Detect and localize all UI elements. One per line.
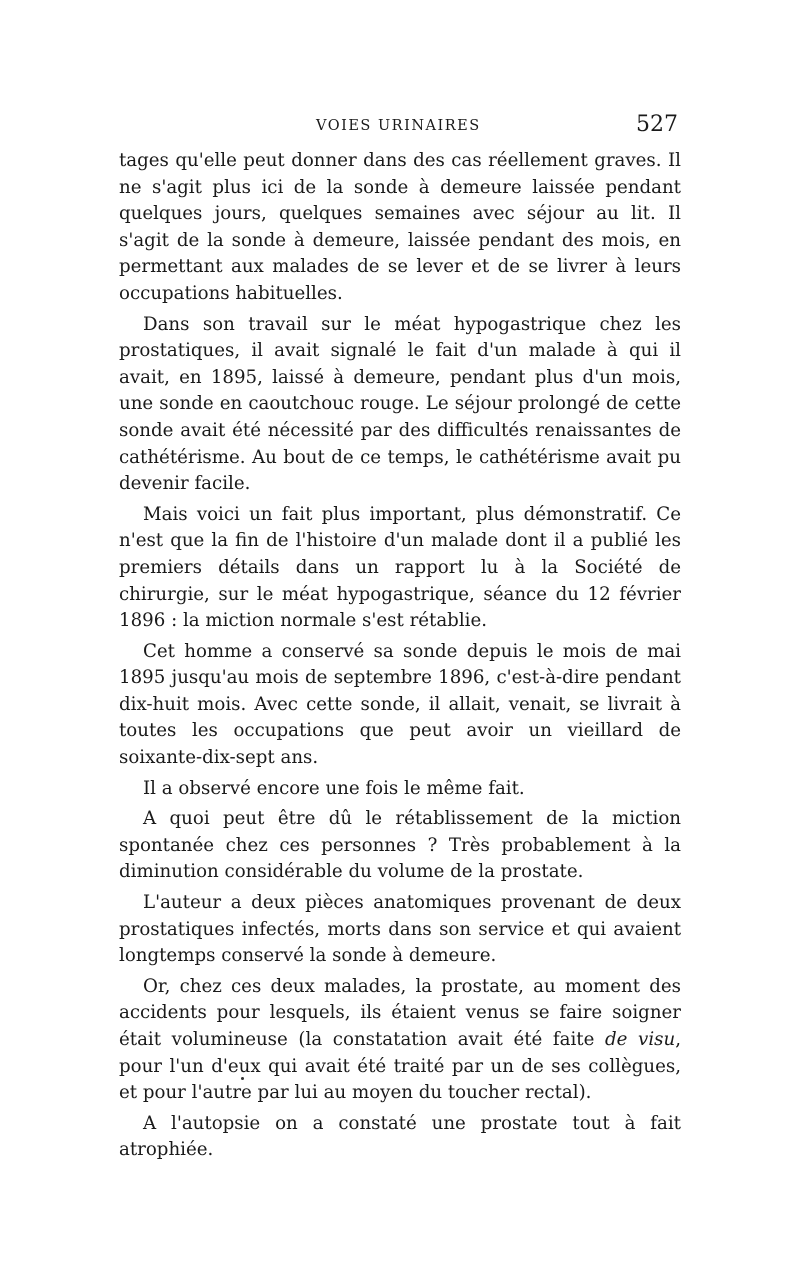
- body-text: [119, 148, 681, 1164]
- paragraph: A l'autopsie on a constaté une prostate tout à fait atrophiée.: [119, 1112, 681, 1161]
- paragraph: Cet homme a conservé sa sonde depuis le mois de mai 1895 jusqu'au mois de septembre 1896, c'est-à-dire pendant dix-huit mois. Avec cette sonde, il allait, venait, se livrait à toutes les occupations que peut avoir un vieillard de soixante-dix-sept ans.: [119, 640, 681, 769]
- page-number: 527: [636, 112, 678, 137]
- paragraph-text: Or, chez ces deux malades, la prostate, au moment des accidents pour lesquels, ils étaient venus se faire soigner était volumineuse (la constatation avait été faite: [119, 975, 681, 1050]
- paragraph: [119, 974, 681, 1107]
- paragraph: tages qu'elle peut donner dans des cas réellement graves. Il ne s'agit plus ici de la sonde à demeure laissée pendant quelques jours, quelques semaines avec séjour au lit. Il s'agit de la sonde à demeure, laissée pendant des mois, en permettant aux malades de se lever et de se livrer à leurs occupations habituelles.: [119, 150, 681, 304]
- paragraph: A quoi peut être dû le rétablissement de la miction spontanée chez ces personnes ? Très probablement à la diminution considérable du volume de la prostate.: [119, 808, 681, 883]
- page-header: [120, 112, 680, 146]
- paragraph: L'auteur a deux pièces anatomiques provenant de deux prostatiques infectés, morts dans son service et qui avaient longtemps conservé la sonde à demeure.: [119, 892, 681, 967]
- paragraph: Mais voici un fait plus important, plus démonstratif. Ce n'est que la fin de l'histoire d'un malade dont il a publié les premiers détails dans un rapport lu à la Société de chirurgie, sur le méat hypogastrique, séance du 12 février 1896 : la miction normale s'est rétablie.: [119, 503, 681, 632]
- ink-dot: [241, 1077, 244, 1080]
- paragraph: Il a observé encore une fois le même fait.: [143, 777, 525, 799]
- paragraph-text: , pour l'un d'eux qui avait été traité par un de ses collègues, et pour l'autre par lui au moyen du toucher rectal).: [119, 1029, 681, 1104]
- running-title: VOIES URINAIRES: [316, 118, 481, 134]
- italic-phrase: de visu: [605, 1029, 676, 1050]
- paragraph: Dans son travail sur le méat hypogastrique chez les prostatiques, il avait signalé le fait d'un malade à qui il avait, en 1895, laissé à demeure, pendant plus d'un mois, une sonde en caoutchouc rouge. Le séjour prolongé de cette sonde avait été nécessité par des difficultés renaissantes de cathétérisme. Au bout de ce temps, le cathétérisme avait pu devenir facile.: [119, 313, 681, 495]
